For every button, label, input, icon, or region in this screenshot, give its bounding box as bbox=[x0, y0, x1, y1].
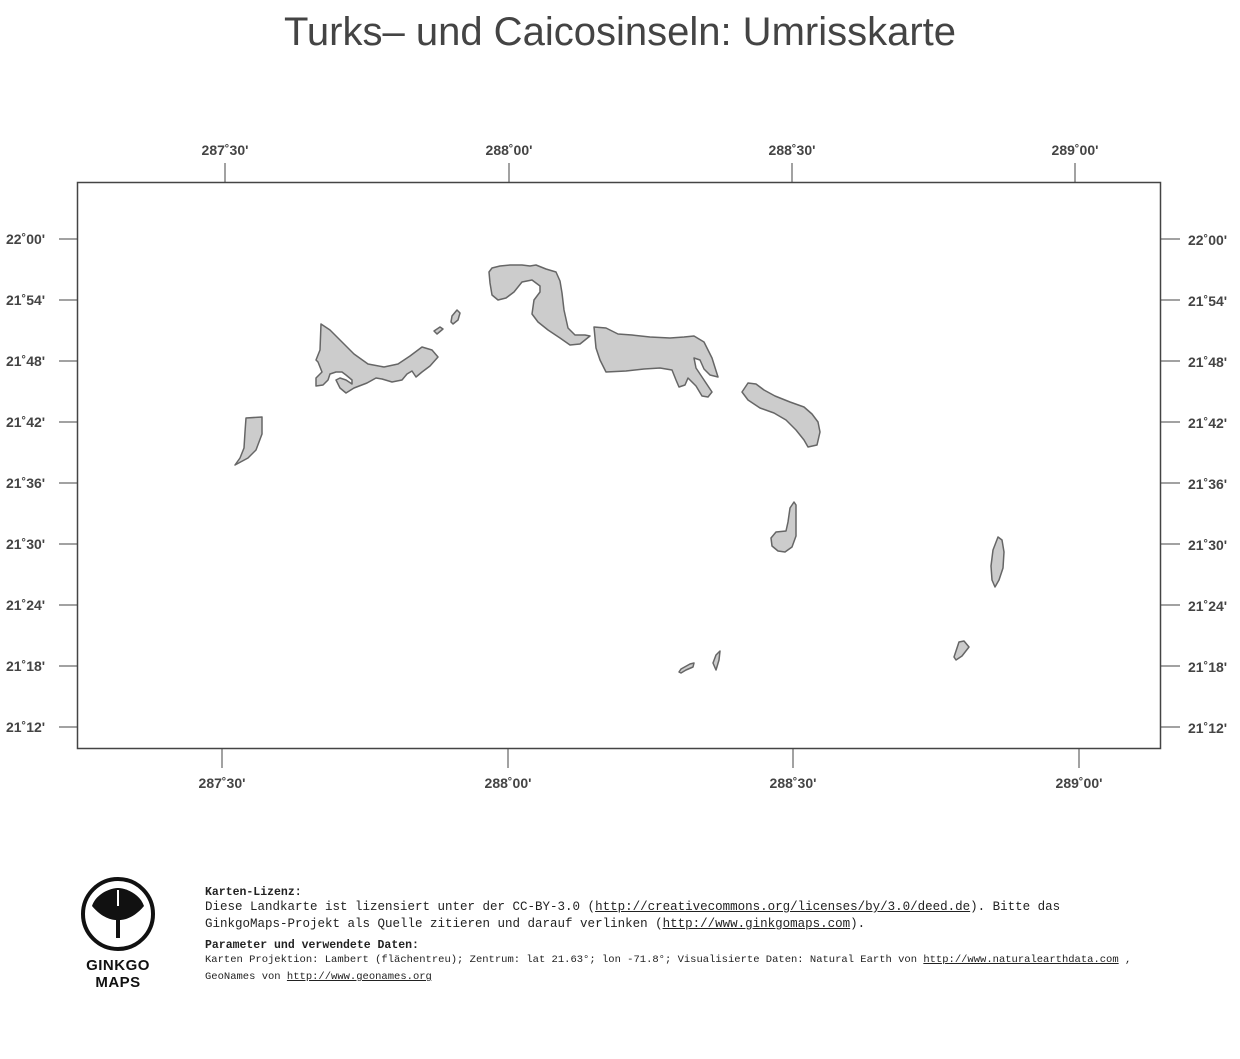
lat-ticks bbox=[59, 239, 1180, 727]
ginkgo-maps-logo bbox=[78, 876, 158, 991]
top-lon-label-3: 288˚30' bbox=[768, 142, 816, 158]
left-lat-label-9: 21˚12' bbox=[6, 719, 46, 735]
bottom-lon-label-3: 288˚30' bbox=[769, 775, 817, 791]
logo-line-1: GINKGO bbox=[86, 957, 150, 974]
bottom-lon-label-2: 288˚00' bbox=[484, 775, 532, 791]
map-title: Turks– und Caicosinseln: Umrisskarte bbox=[283, 10, 957, 54]
island-west-caicos bbox=[235, 417, 262, 465]
bottom-lon-label-4: 289˚00' bbox=[1055, 775, 1103, 791]
right-lat-label-4: 21˚42' bbox=[1188, 415, 1228, 431]
island-providenciales bbox=[316, 324, 438, 393]
logo-line-2: MAPS bbox=[95, 974, 141, 991]
top-lon-label-1: 287˚30' bbox=[201, 142, 249, 158]
island-salt-cay bbox=[954, 641, 969, 660]
params-line-1 bbox=[205, 952, 1205, 969]
params-heading: Parameter und verwendete Daten: bbox=[205, 939, 419, 952]
left-lat-label-6: 21˚30' bbox=[6, 536, 46, 552]
ginkgo-leaf-icon bbox=[80, 876, 156, 952]
bottom-lon-ticks bbox=[222, 749, 1079, 768]
island-grand-turk bbox=[991, 537, 1004, 587]
island-north-caicos bbox=[489, 265, 590, 345]
right-lat-label-3: 21˚48' bbox=[1188, 354, 1228, 370]
map-frame bbox=[78, 183, 1161, 749]
cc-license-link[interactable]: http://creativecommons.org/licenses/by/3.0/deed.de bbox=[595, 900, 971, 914]
naturalearth-link[interactable]: http://www.naturalearthdata.com bbox=[923, 954, 1119, 966]
right-lat-label-6: 21˚30' bbox=[1188, 537, 1228, 553]
top-lon-ticks bbox=[225, 163, 1075, 182]
island-big-ambergris-cay bbox=[679, 663, 694, 673]
right-lat-label-5: 21˚36' bbox=[1188, 476, 1228, 492]
params-line-2 bbox=[205, 969, 1205, 986]
right-lat-label-9: 21˚12' bbox=[1188, 720, 1228, 736]
left-lat-label-2: 21˚54' bbox=[6, 292, 46, 308]
island-little-ambergris-cay bbox=[713, 651, 720, 670]
geonames-link[interactable]: http://www.geonames.org bbox=[286, 971, 432, 983]
left-lat-label-7: 21˚24' bbox=[6, 597, 46, 613]
island-middle-caicos bbox=[594, 327, 718, 397]
license-text-1: Diese Landkarte ist lizensiert unter der CC-BY-3.0 ( bbox=[205, 900, 596, 914]
license-heading: Karten-Lizenz: bbox=[205, 886, 302, 899]
island-pine-cay bbox=[434, 327, 443, 334]
ginkgomaps-link[interactable]: http://www.ginkgomaps.com bbox=[662, 917, 851, 931]
right-lat-label-2: 21˚54' bbox=[1188, 293, 1228, 309]
left-lat-label-8: 21˚18' bbox=[6, 658, 46, 674]
license-block bbox=[205, 886, 1205, 986]
islands bbox=[235, 265, 1004, 673]
island-parrot-cay bbox=[451, 310, 460, 324]
left-lat-label-1: 22˚00' bbox=[6, 231, 46, 247]
params-text-3: GeoNames von bbox=[205, 971, 287, 983]
left-lat-label-4: 21˚42' bbox=[6, 414, 46, 430]
bottom-lon-label-1: 287˚30' bbox=[198, 775, 246, 791]
right-lat-label-7: 21˚24' bbox=[1188, 598, 1228, 614]
right-lat-label-1: 22˚00' bbox=[1188, 232, 1228, 248]
license-text-3: GinkgoMaps-Projekt als Quelle zitieren und darauf verlinken ( bbox=[205, 917, 663, 931]
top-lon-label-2: 288˚00' bbox=[485, 142, 533, 158]
license-line-1 bbox=[205, 899, 1205, 916]
params-text-2: , bbox=[1118, 954, 1132, 966]
left-lat-label-5: 21˚36' bbox=[6, 475, 46, 491]
top-lon-label-4: 289˚00' bbox=[1051, 142, 1099, 158]
island-south-caicos bbox=[771, 502, 796, 552]
island-east-caicos bbox=[742, 383, 820, 447]
license-text-2: ). Bitte das bbox=[970, 900, 1061, 914]
left-lat-label-3: 21˚48' bbox=[6, 353, 46, 369]
license-line-2 bbox=[205, 916, 1205, 933]
params-text-1: Karten Projektion: Lambert (flächentreu); Zentrum: lat 21.63°; lon -71.8°; Visualisierte Daten: Natural Earth von bbox=[205, 954, 924, 966]
license-text-4: ). bbox=[850, 917, 866, 931]
right-lat-label-8: 21˚18' bbox=[1188, 659, 1228, 675]
